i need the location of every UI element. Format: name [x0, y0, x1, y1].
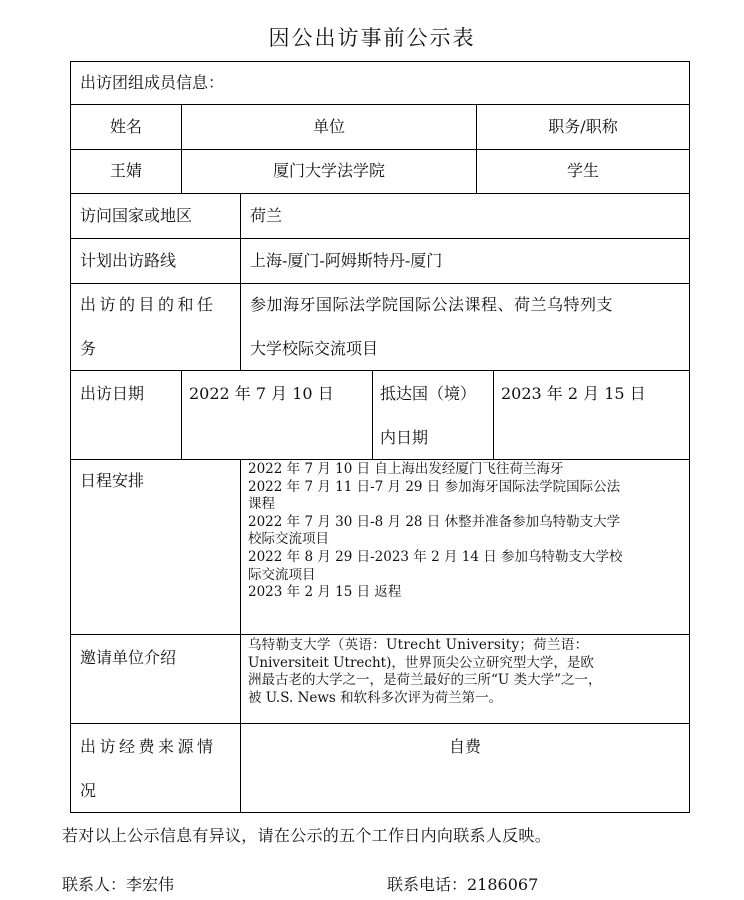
route-value: 上海-厦门-阿姆斯特丹-厦门: [240, 238, 689, 283]
member-row: [70, 149, 690, 194]
host-line: Universiteit Utrecht)，世界顶尖公立研究型大学，是欧: [248, 654, 594, 671]
funding-value: 自费: [240, 723, 689, 812]
return-label-line2: 内日期: [380, 428, 429, 447]
host-line: 洲最古老的大学之一，是荷兰最好的三所“U 类大学”之一，: [248, 672, 602, 689]
route-label: 计划出访路线: [80, 250, 177, 270]
depart-value: 2022 年 7 月 10 日: [181, 370, 372, 459]
members-header: 出访团组成员信息：: [80, 73, 225, 92]
schedule-line: 课程: [248, 496, 275, 513]
schedule-label: 日程安排: [80, 471, 145, 490]
page-title: 因公出访事前公示表: [268, 26, 476, 50]
schedule-line: 2022 年 8 月 29 日-2023 年 2 月 14 日 参加乌特勒支大学校: [248, 548, 623, 565]
schedule-line: 2022 年 7 月 10 日 自上海出发经厦门飞往荷兰海牙: [248, 461, 564, 477]
schedule-line: 际交流项目: [248, 566, 316, 583]
purpose-value-line2: 大学校际交流项目: [250, 339, 379, 358]
member-unit: 厦门大学法学院: [181, 149, 476, 193]
purpose-label-line2: 务: [80, 339, 97, 358]
column-unit: 单位: [181, 104, 476, 149]
schedule-line: 2022 年 7 月 30 日-8 月 28 日 休整并准备参加乌特勒支大学: [248, 513, 621, 530]
funding-label-line2: 况: [80, 781, 97, 800]
schedule-line: 2022 年 7 月 11 日-7 月 29 日 参加海牙国际法学院国际公法: [248, 478, 621, 495]
host-line: 乌特勒支大学（英语：Utrecht University；荷兰语：: [248, 637, 589, 653]
schedule-row: [70, 459, 690, 635]
purpose-row: [70, 283, 690, 371]
country-row: [70, 193, 690, 239]
column-name: 姓名: [109, 116, 142, 136]
schedule-line: 2023 年 2 月 15 日 返程: [248, 584, 402, 601]
notice-text: 若对以上公示信息有异议，请在公示的五个工作日内向联系人反映。: [62, 826, 552, 845]
contact-person: 联系人：李宏伟: [62, 875, 175, 894]
return-label: [372, 370, 493, 459]
schedule-line: 校际交流项目: [248, 531, 329, 548]
column-position: 职务/职称: [476, 104, 689, 149]
funding-label: [71, 723, 240, 812]
funding-label-line1: 出访经费来源情: [80, 737, 217, 756]
host-line: 被 U.S. News 和软科多次评为荷兰第一。: [248, 689, 503, 706]
country-label: 访问国家或地区: [80, 205, 193, 225]
funding-row: [70, 723, 690, 813]
purpose-label-line1: 出访的目的和任: [80, 295, 217, 314]
depart-label: 出访日期: [80, 384, 145, 403]
columns-row: [70, 104, 690, 150]
purpose-value: [240, 283, 689, 370]
return-value: 2023 年 2 月 15 日: [493, 370, 689, 459]
return-label-line1: 抵达国（境）: [380, 384, 477, 403]
country-value: 荷兰: [240, 193, 689, 238]
dates-row: [70, 370, 690, 460]
host-row: [70, 634, 690, 724]
members-header-row: [70, 61, 690, 105]
purpose-value-line1: 参加海牙国际法学院国际公法课程、荷兰乌特列支: [250, 295, 614, 314]
contact-phone: 联系电话：2186067: [387, 875, 539, 894]
purpose-label: [71, 283, 240, 370]
schedule-value: [240, 459, 689, 634]
route-row: [70, 238, 690, 284]
host-value: [240, 634, 689, 723]
host-label: 邀请单位介绍: [80, 648, 177, 667]
member-position: 学生: [476, 149, 689, 193]
member-name: 王婧: [109, 161, 142, 180]
